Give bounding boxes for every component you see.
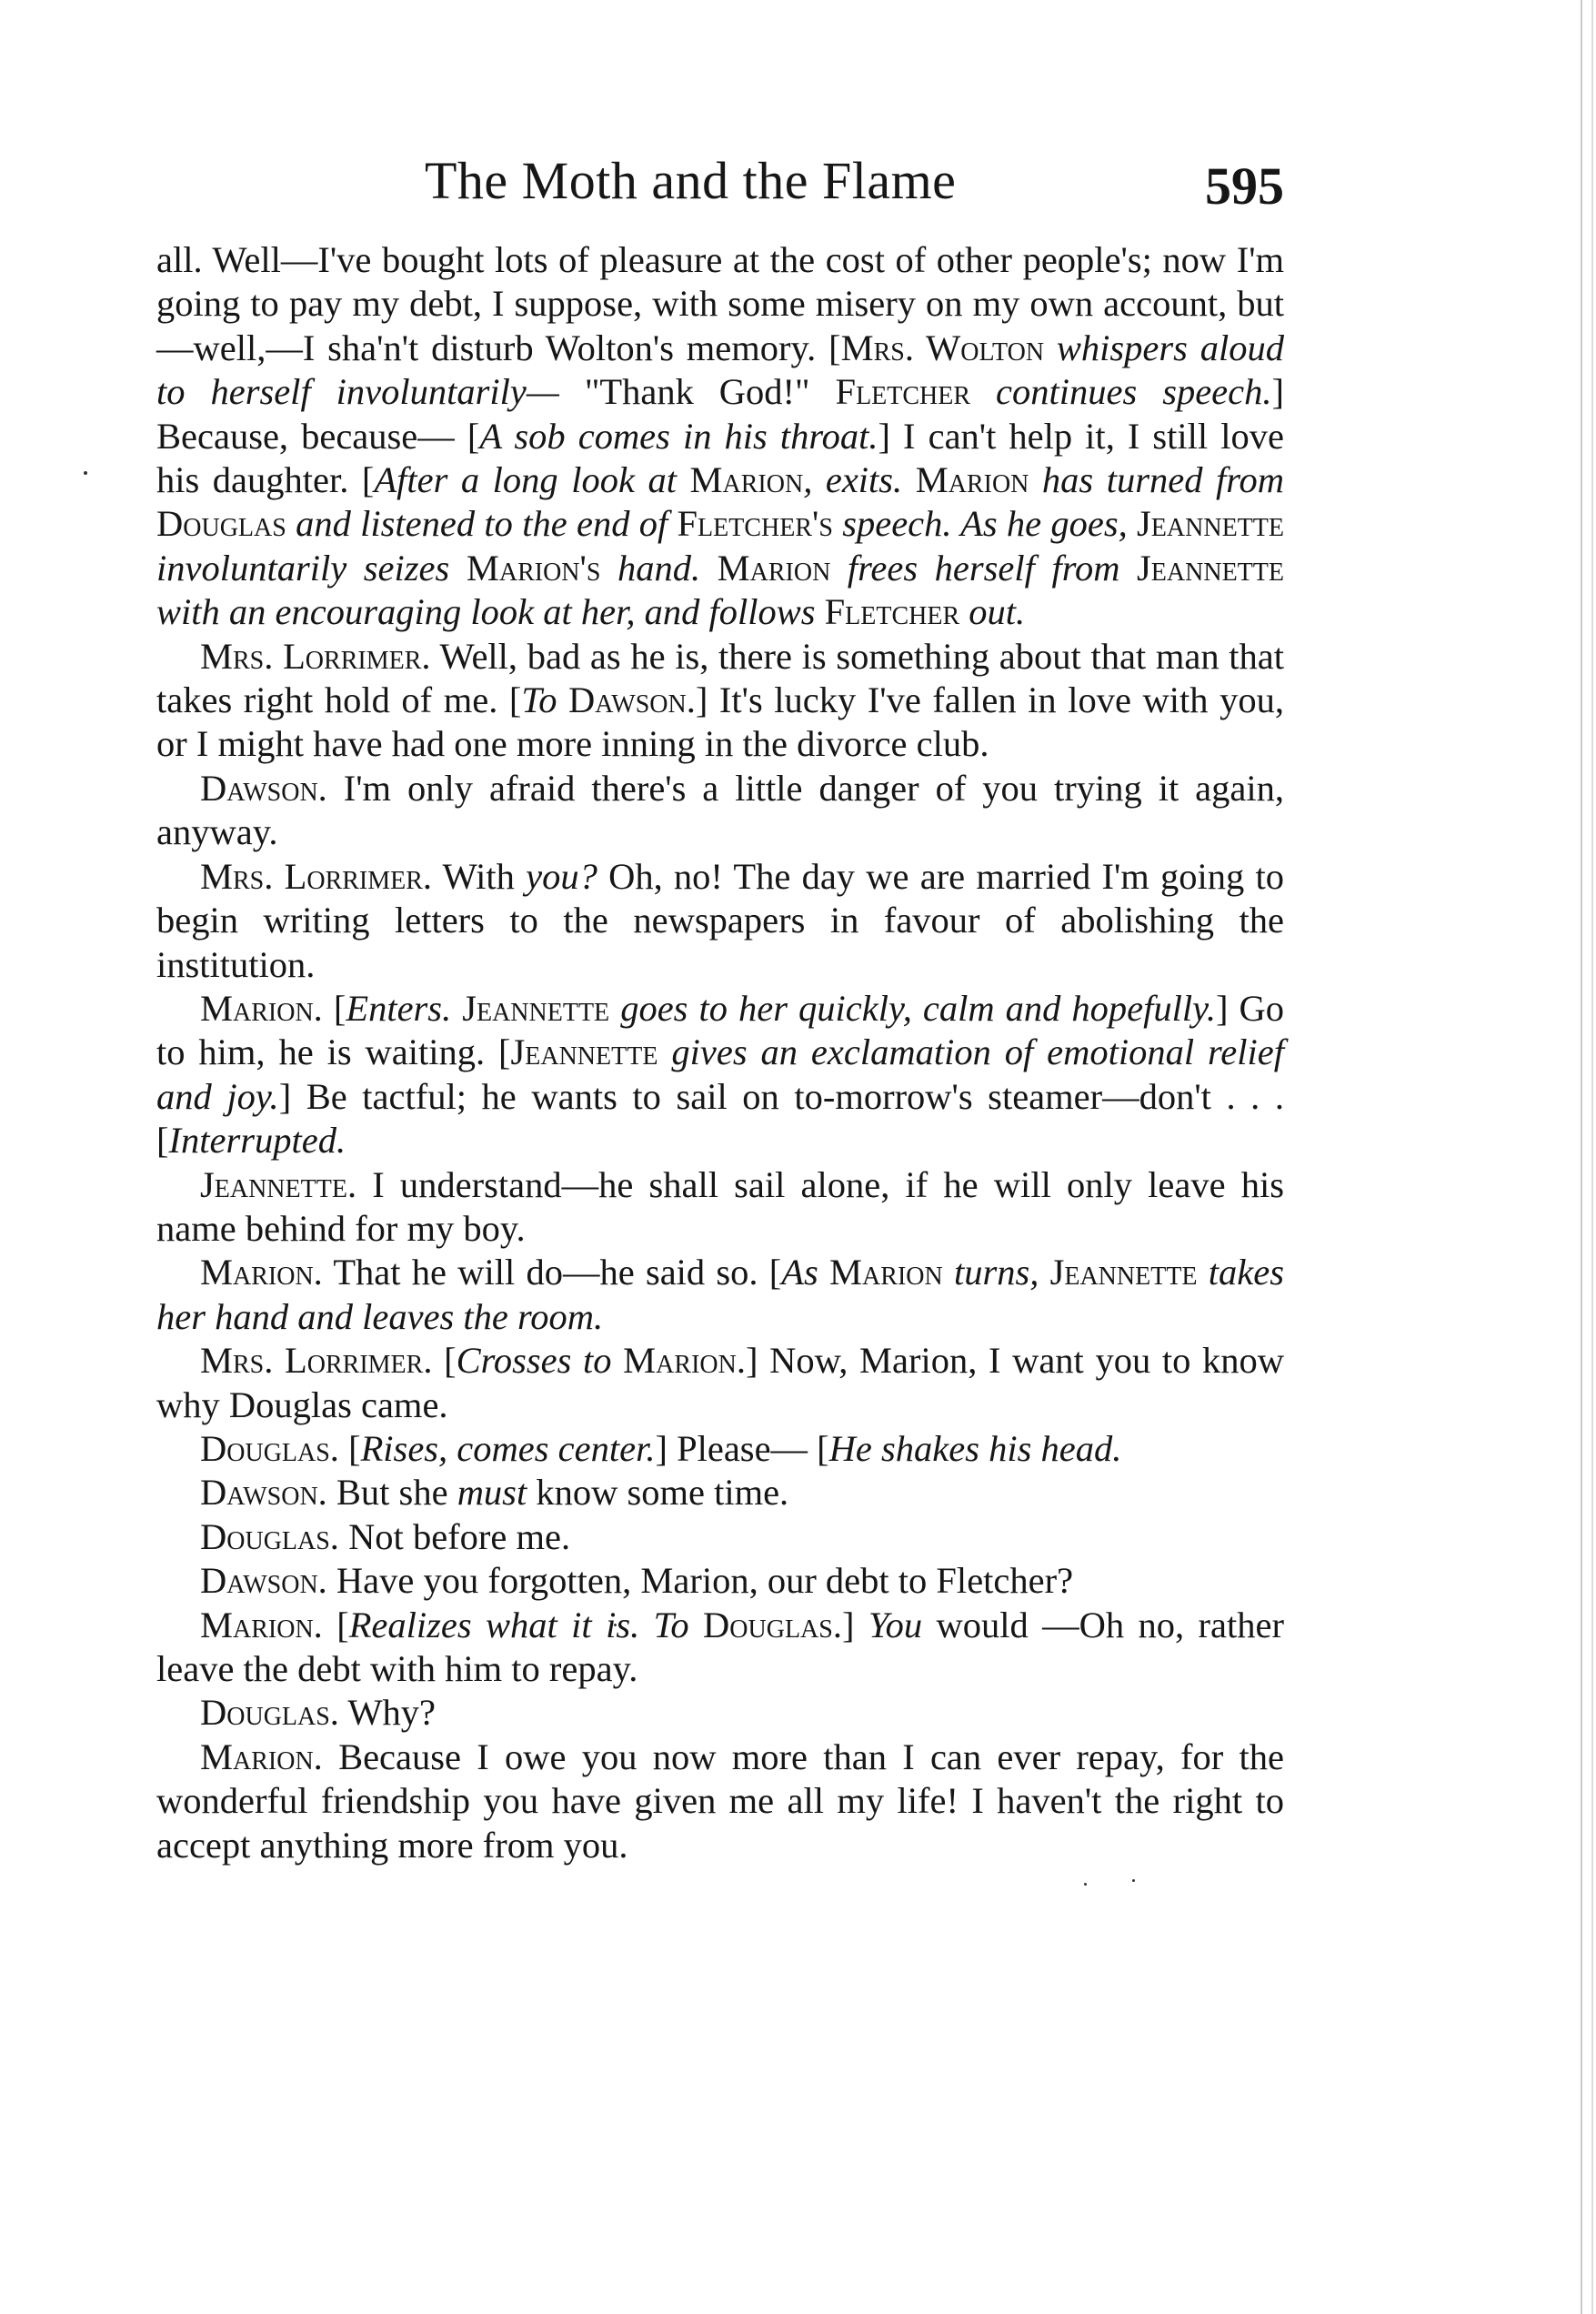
- page-edge-rule: [1581, 0, 1582, 2314]
- paragraph-marion-4: Marion. Because I owe you now more than I can ever repay, for the wonderful friendship you have given me all my life! I haven't the right to accept anything more from you.: [156, 1736, 1284, 1866]
- paragraph-lorrimer-3: Mrs. Lorrimer. [Crosses to Marion.] Now, Marion, I want you to know why Douglas came.: [156, 1340, 1284, 1425]
- paragraph-douglas-3: Douglas. Why?: [200, 1692, 437, 1734]
- running-title: The Moth and the Flame: [425, 151, 957, 210]
- speaker-name: Marion.: [200, 1736, 323, 1777]
- paragraph-fletcher-speech: all. Well—I've bought lots of pleasure at the cost of other people's; now I'm going to pay my debt, I suppose, with some misery on my own account, but—well,—I sha'n't disturb Wolton's memory. [Mrs. Wolton whispers aloud to herself involuntarily— "Thank God!" Fletcher continues speech.] Because, because— [A sob comes in his throat.] I can't help it, I still love his daughter. [After a long look at Marion, exits. Marion has turned from Douglas and listened to the end of Fletcher's speech. As he goes, Jeannette involuntarily seizes Marion's hand. Marion frees herself from Jeannette with an encouraging look at her, and follows Fletcher out.: [156, 239, 1285, 633]
- paragraph-marion-1: Marion. [Enters. Jeannette goes to her quickly, calm and hopefully.] Go to him, he is waiting. [Jeannette gives an exclamation of emotional relief and joy.] Be tactful; he wants to sail on to-morrow's steamer—don't . . . [Interrupted.: [156, 987, 1284, 1162]
- paragraph-marion-2: Marion. That he will do—he said so. [As Marion turns, Jeannette takes her hand and leaves the room.: [156, 1252, 1284, 1337]
- speaker-name: Marion.: [200, 987, 323, 1029]
- stray-mark: [84, 471, 87, 475]
- speaker-name: Mrs. Lorrimer.: [200, 635, 431, 677]
- paragraph-douglas-2: Douglas. Not before me.: [200, 1515, 571, 1557]
- page-edge-rule-outer: [1591, 0, 1593, 2314]
- speaker-name: Mrs. Lorrimer.: [200, 1340, 433, 1382]
- paragraph-dawson-3: Dawson. Have you forgotten, Marion, our debt to Fletcher?: [200, 1560, 1074, 1602]
- paragraph-lorrimer-2: Mrs. Lorrimer. With you? Oh, no! The day we are married I'm going to begin writing letters to the newspapers in favour of abolishing the institution.: [156, 855, 1284, 985]
- paragraph-jeannette-1: Jeannette. I understand—he shall sail alone, if he will only leave his name behind for my boy.: [156, 1163, 1284, 1249]
- running-header: [156, 150, 1284, 223]
- speaker-name: Dawson.: [200, 1560, 327, 1602]
- page-text: [156, 238, 1284, 1867]
- paragraph-lorrimer-1: Mrs. Lorrimer. Well, bad as he is, there is something about that man that takes right hold of me. [To Dawson.] It's lucky I've fallen in love with you, or I might have had one more inning in the divorce club.: [156, 635, 1285, 765]
- paragraph-douglas-1: Douglas. [Rises, comes center.] Please— [He shakes his head.: [200, 1427, 1122, 1469]
- paragraph-dawson-2: Dawson. But she must know some time.: [200, 1472, 789, 1514]
- speaker-name: Douglas.: [200, 1692, 339, 1734]
- speaker-name: Douglas.: [200, 1427, 339, 1469]
- speaker-name: Dawson.: [200, 1472, 327, 1514]
- stray-mark: [1084, 1883, 1087, 1886]
- stray-mark: [1132, 1879, 1135, 1882]
- paragraph-dawson-1: Dawson. I'm only afraid there's a little danger of you trying it again, anyway.: [156, 767, 1284, 853]
- speaker-name: Jeannette.: [200, 1163, 357, 1205]
- paragraph-marion-3: Marion. [Realizes what it is. To Douglas.] You would —Oh no, rather leave the debt with him to repay.: [156, 1604, 1284, 1689]
- speaker-name: Douglas.: [200, 1515, 339, 1557]
- speaker-name: Marion.: [200, 1252, 323, 1293]
- speaker-name: Dawson.: [200, 767, 327, 809]
- speaker-name: Marion.: [200, 1604, 323, 1645]
- page-number: 595: [1205, 156, 1284, 216]
- speaker-name: Mrs. Lorrimer.: [200, 855, 433, 897]
